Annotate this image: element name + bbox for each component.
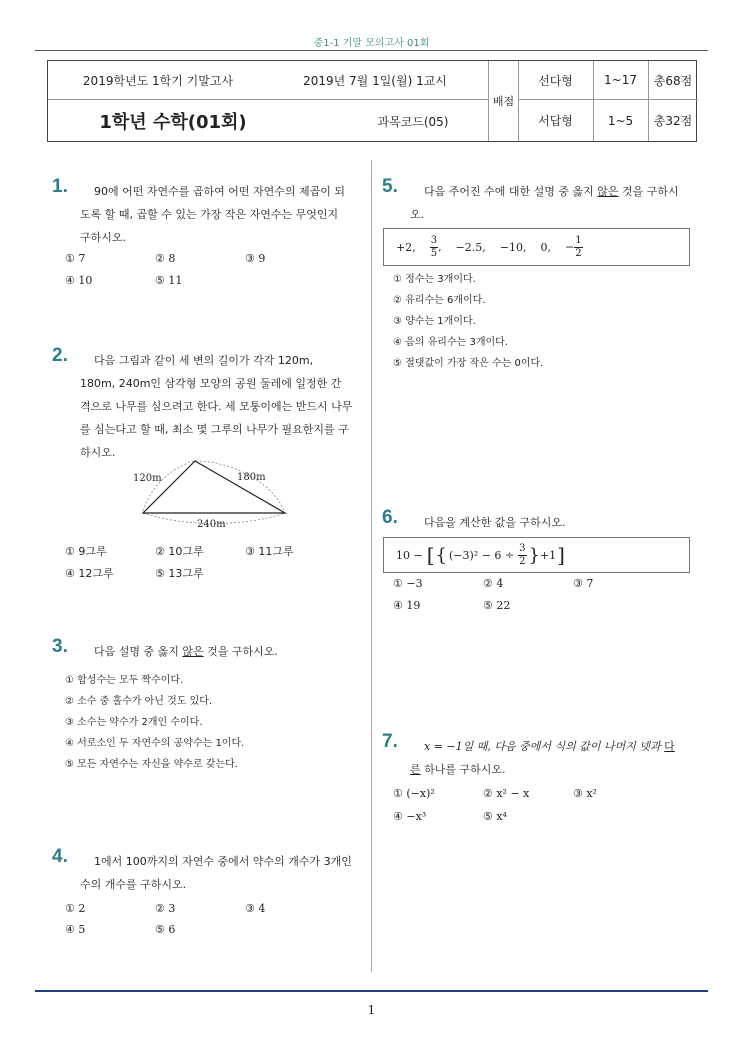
option[interactable]: ① 2 <box>65 902 86 915</box>
statement[interactable]: ⑤ 모든 자연수는 자신을 약수로 갖는다. <box>65 759 238 770</box>
question-text-part: 것을 구하시오. <box>203 645 278 658</box>
option[interactable]: ① −3 <box>393 577 423 590</box>
question-text-part: 하나를 구하시오. <box>420 763 506 776</box>
triangle-park-figure <box>125 455 295 530</box>
question-text <box>80 850 384 896</box>
option[interactable]: ② 4 <box>483 577 504 590</box>
option[interactable]: ⑤ 13그루 <box>155 567 204 580</box>
fraction-denominator: 2 <box>519 555 526 567</box>
number-item: 0, <box>540 240 552 254</box>
option[interactable]: ③ 7 <box>573 577 594 590</box>
option[interactable]: ① (−x)² <box>393 787 435 800</box>
question-line: 를 심는다고 할 때, 최소 몇 그루의 나무가 필요한지를 구 <box>80 423 349 436</box>
statement[interactable]: ④ 서로소인 두 자연수의 공약수는 1이다. <box>65 738 245 749</box>
question-line: 180m, 240m인 삼각형 모양의 공원 둘레에 일정한 간 <box>80 377 342 390</box>
statement[interactable]: ③ 소수는 약수가 2개인 수이다. <box>65 717 203 728</box>
statement[interactable]: ① 합성수는 모두 짝수이다. <box>65 675 184 686</box>
statement[interactable]: ③ 양수는 1개이다. <box>393 316 476 327</box>
question-text-part: 것을 구하시 <box>618 185 679 198</box>
statement[interactable]: ② 소수 중 홀수가 아닌 것도 있다. <box>65 696 213 707</box>
top-divider <box>35 50 708 51</box>
option[interactable]: ② 3 <box>155 902 176 915</box>
option[interactable]: ④ 12그루 <box>65 567 114 580</box>
option[interactable]: ⑤ x⁴ <box>483 810 507 823</box>
exam-header-table <box>47 60 697 142</box>
row2-total: 총32점 <box>653 114 693 128</box>
question-number: 1. <box>52 176 68 197</box>
option[interactable]: ④ 10 <box>65 274 93 287</box>
subject-title: 1학년 수학(01회) <box>99 112 247 133</box>
option[interactable]: ② x² − x <box>483 787 530 800</box>
option[interactable]: ① 9그루 <box>65 545 107 558</box>
negative-sign: − <box>565 240 575 253</box>
question-line: 구하시오. <box>80 231 127 244</box>
fraction-denominator: 5 <box>430 247 438 259</box>
question-line: 도록 할 때, 곱할 수 있는 가장 작은 자연수는 무엇인지 <box>80 208 339 221</box>
question-number: 2. <box>52 345 68 366</box>
question-number: 3. <box>52 636 68 657</box>
expression-inner: (−3)² − 6 ÷ <box>448 548 515 562</box>
question-text <box>410 180 724 226</box>
row2-range: 1~5 <box>607 113 634 128</box>
row1-type: 선다형 <box>538 73 573 88</box>
triangle <box>143 461 285 513</box>
perimeter-arc <box>143 461 285 513</box>
question-number: 4. <box>52 846 68 867</box>
number-item: −2.5, <box>455 240 486 254</box>
question-line: 1에서 100까지의 자연수 중에서 약수의 개수가 3개인 <box>94 855 352 868</box>
option[interactable]: ① 7 <box>65 252 86 265</box>
row2-type: 서답형 <box>538 114 573 128</box>
score-label: 배점 <box>492 95 515 108</box>
bracket-open: [ <box>426 543 435 567</box>
statement[interactable]: ⑤ 절댓값이 가장 작은 수는 0이다. <box>393 358 544 369</box>
option[interactable]: ③ 9 <box>245 252 266 265</box>
school-year-label: 2019학년도 1학기 기말고사 <box>82 73 234 88</box>
option[interactable]: ② 8 <box>155 252 176 265</box>
number-item: $\frac{3}{5}$ , <box>430 234 442 259</box>
side-c-label: 240m <box>197 519 226 530</box>
number-item: +2, <box>396 240 416 254</box>
question-text: 다음을 계산한 값을 구하시오. <box>424 516 566 529</box>
question-line: 하시오. <box>80 446 116 459</box>
side-a-label: 120m <box>133 473 162 484</box>
fraction-numerator: 3 <box>430 234 438 246</box>
question-line: 다음 그림과 같이 세 변의 길이가 각각 120m, <box>94 354 314 367</box>
fraction-numerator: 1 <box>575 234 582 246</box>
header-row-divider <box>48 99 488 100</box>
question-text <box>80 180 384 249</box>
page-top-title: 중1-1 기말 모의고사 01회 <box>313 38 430 49</box>
brace-close: } <box>528 544 540 566</box>
brace-open: { <box>435 544 447 566</box>
number-item: −10, <box>499 240 527 254</box>
exam-date-label: 2019년 7월 1일(월) 1교시 <box>303 73 447 88</box>
question-text <box>80 349 384 464</box>
underlined-word: 않은 <box>182 645 204 658</box>
given-numbers-box <box>383 228 690 266</box>
expression-lead: 10 − <box>396 548 423 562</box>
option[interactable]: ② 10그루 <box>155 545 204 558</box>
option[interactable]: ③ 11그루 <box>245 545 294 558</box>
bottom-divider <box>35 990 708 992</box>
number-item <box>565 235 583 260</box>
statement[interactable]: ④ 음의 유리수는 3개이다. <box>393 337 508 348</box>
question-number: 6. <box>382 507 398 528</box>
option[interactable]: ⑤ 11 <box>155 274 183 287</box>
subject-code-label: 과목코드(05) <box>377 114 449 129</box>
underlined-word: 다 <box>664 740 675 753</box>
statement[interactable]: ① 정수는 3개이다. <box>393 274 476 285</box>
fraction-denominator: 2 <box>575 247 582 259</box>
question-text <box>94 640 384 663</box>
question-line: 오. <box>410 208 425 221</box>
expression-box <box>383 537 690 573</box>
side-b-label: 180m <box>237 472 266 483</box>
option[interactable]: ③ 4 <box>245 902 266 915</box>
question-text <box>410 735 724 781</box>
question-text-part: x = −1일 때, 다음 중에서 식의 값이 나머지 넷과 <box>424 740 665 753</box>
option[interactable]: ④ −x³ <box>393 810 427 823</box>
option[interactable]: ⑤ 6 <box>155 923 176 936</box>
fraction-numerator: 3 <box>519 542 526 554</box>
question-text-part: 다음 주어진 수에 대한 설명 중 옳지 <box>424 185 598 198</box>
expression-tail: +1 <box>539 548 557 562</box>
question-line: 90에 어떤 자연수를 곱하여 어떤 자연수의 제곱이 되 <box>94 185 345 198</box>
option[interactable]: ⑤ 22 <box>483 599 511 612</box>
option[interactable]: ④ 19 <box>393 599 421 612</box>
question-number: 7. <box>382 731 398 752</box>
statement[interactable]: ② 유리수는 6개이다. <box>393 295 486 306</box>
bracket-close: ] <box>557 543 565 567</box>
row1-total: 총68점 <box>653 73 693 88</box>
underlined-word: 른 <box>410 763 421 776</box>
underlined-word: 않은 <box>597 185 619 198</box>
question-text-part: 다음 설명 중 옳지 <box>94 645 183 658</box>
row1-range: 1~17 <box>604 73 637 87</box>
option[interactable]: ③ x² <box>573 787 597 800</box>
question-number: 5. <box>382 176 398 197</box>
question-line: 수의 개수를 구하시오. <box>80 878 187 891</box>
option[interactable]: ④ 5 <box>65 923 86 936</box>
question-line: 격으로 나무를 심으려고 한다. 세 모퉁이에는 반드시 나무 <box>80 400 353 413</box>
page-number: 1 <box>367 1003 376 1017</box>
